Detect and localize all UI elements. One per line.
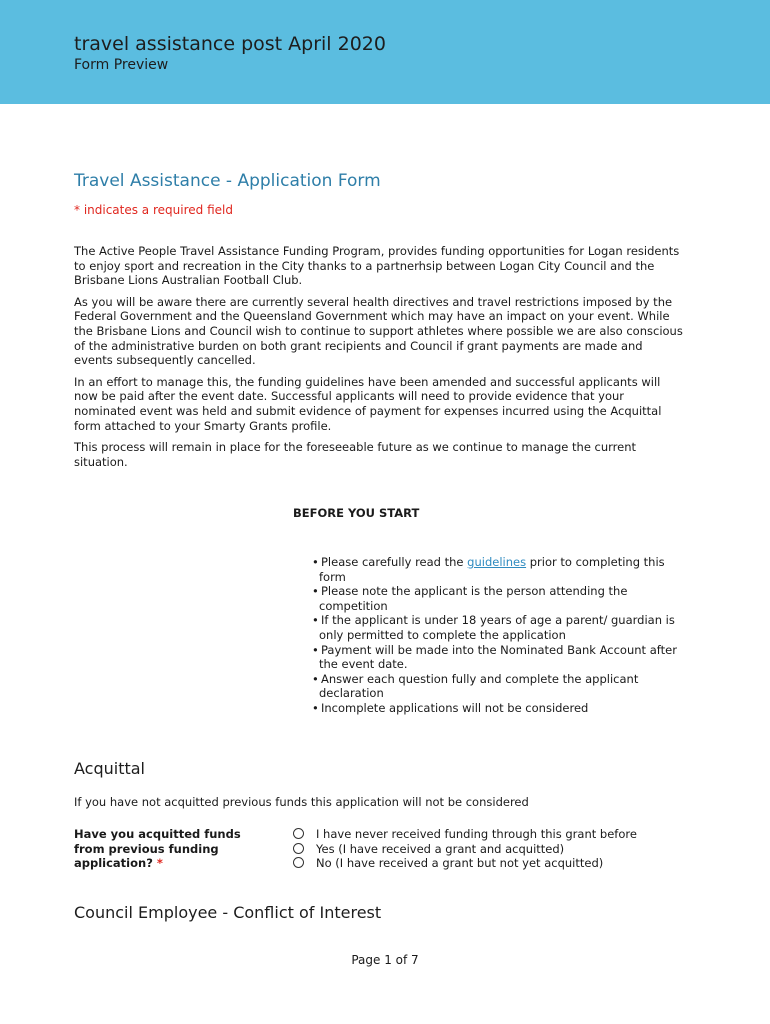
list-item	[312, 613, 682, 642]
list-item-text: Please carefully read the	[321, 555, 468, 569]
bullet-icon: •	[312, 584, 319, 599]
radio-option-yes-acquitted[interactable]	[293, 842, 653, 857]
intro-text	[74, 244, 684, 476]
radio-label: Yes (I have received a grant and acquitted)	[316, 841, 565, 856]
list-item-text: Incomplete applications will not be considered	[321, 700, 589, 715]
page-subtitle: Form Preview	[74, 57, 169, 73]
before-you-start-heading: BEFORE YOU START	[293, 506, 420, 520]
intro-paragraph: In an effort to manage this, the funding guidelines have been amended and successful applicants will now be paid after the event date. Successful applicants will need to provide evidence that your nominated event was held and submit evidence of payment for expenses incurred using the Acquittal form attached to your Smarty Grants profile.	[74, 374, 662, 433]
header-banner	[0, 0, 770, 104]
acquittal-section-title: Acquittal	[74, 759, 145, 778]
list-item-text: Please note the applicant is the person attending the competition	[319, 584, 628, 613]
page-title: travel assistance post April 2020	[74, 33, 386, 55]
list-item-text: Answer each question fully and complete the applicant declaration	[319, 671, 639, 701]
required-field-note: * indicates a required field	[74, 203, 233, 217]
radio-label: I have never received funding through this grant before	[316, 827, 637, 841]
radio-label: No (I have received a grant but not yet acquitted)	[316, 856, 604, 871]
acquittal-radio-group	[293, 827, 653, 871]
page-number: Page 1 of 7	[351, 953, 419, 967]
bullet-icon: •	[312, 700, 319, 715]
list-item	[312, 672, 682, 701]
bullet-icon: •	[312, 671, 319, 686]
list-item	[312, 701, 682, 716]
list-item	[312, 584, 682, 613]
bullet-icon: •	[312, 555, 319, 569]
instructions-list	[312, 555, 682, 716]
question-text: Have you acquitted funds from previous funding application?	[74, 827, 241, 871]
radio-button[interactable]	[293, 828, 304, 839]
radio-button[interactable]	[293, 843, 304, 854]
intro-paragraph: The Active People Travel Assistance Funding Program, provides funding opportunities for Logan residents to enjoy sport and recreation in the City thanks to a partnerhsip between Logan City Council and the Brisbane Lions Australian Football Club.	[74, 244, 680, 288]
acquittal-note: If you have not acquitted previous funds this application will not be considered	[74, 795, 529, 809]
acquittal-question-label	[74, 827, 274, 871]
conflict-of-interest-title: Council Employee - Conflict of Interest	[74, 903, 382, 922]
required-marker: *	[156, 856, 163, 871]
radio-option-not-yet-acquitted[interactable]	[293, 856, 653, 871]
bullet-icon: •	[312, 613, 319, 628]
intro-paragraph: This process will remain in place for the foreseeable future as we continue to manage the current situation.	[74, 440, 637, 469]
list-item	[312, 555, 682, 584]
list-item-text: If the applicant is under 18 years of age a parent/ guardian is only permitted to complete the application	[319, 613, 675, 642]
radio-option-never-received[interactable]	[293, 827, 653, 842]
list-item-text: prior to completing this form	[319, 555, 665, 584]
guidelines-link[interactable]: guidelines	[467, 555, 527, 569]
intro-paragraph: As you will be aware there are currently several health directives and travel restrictions imposed by the Federal Government and the Queensland Government which may have an impact on your event. While the Brisbane Lions and Council wish to continue to support athletes where possible we are also conscious of the administrative burden on both grant recipients and Council if grant payments are made and events subsequently cancelled.	[74, 294, 683, 368]
list-item-text: Payment will be made into the Nominated Bank Account after the event date.	[319, 642, 677, 672]
list-item	[312, 643, 682, 672]
bullet-icon: •	[312, 642, 319, 657]
radio-button[interactable]	[293, 857, 304, 868]
form-title: Travel Assistance - Application Form	[74, 171, 381, 191]
